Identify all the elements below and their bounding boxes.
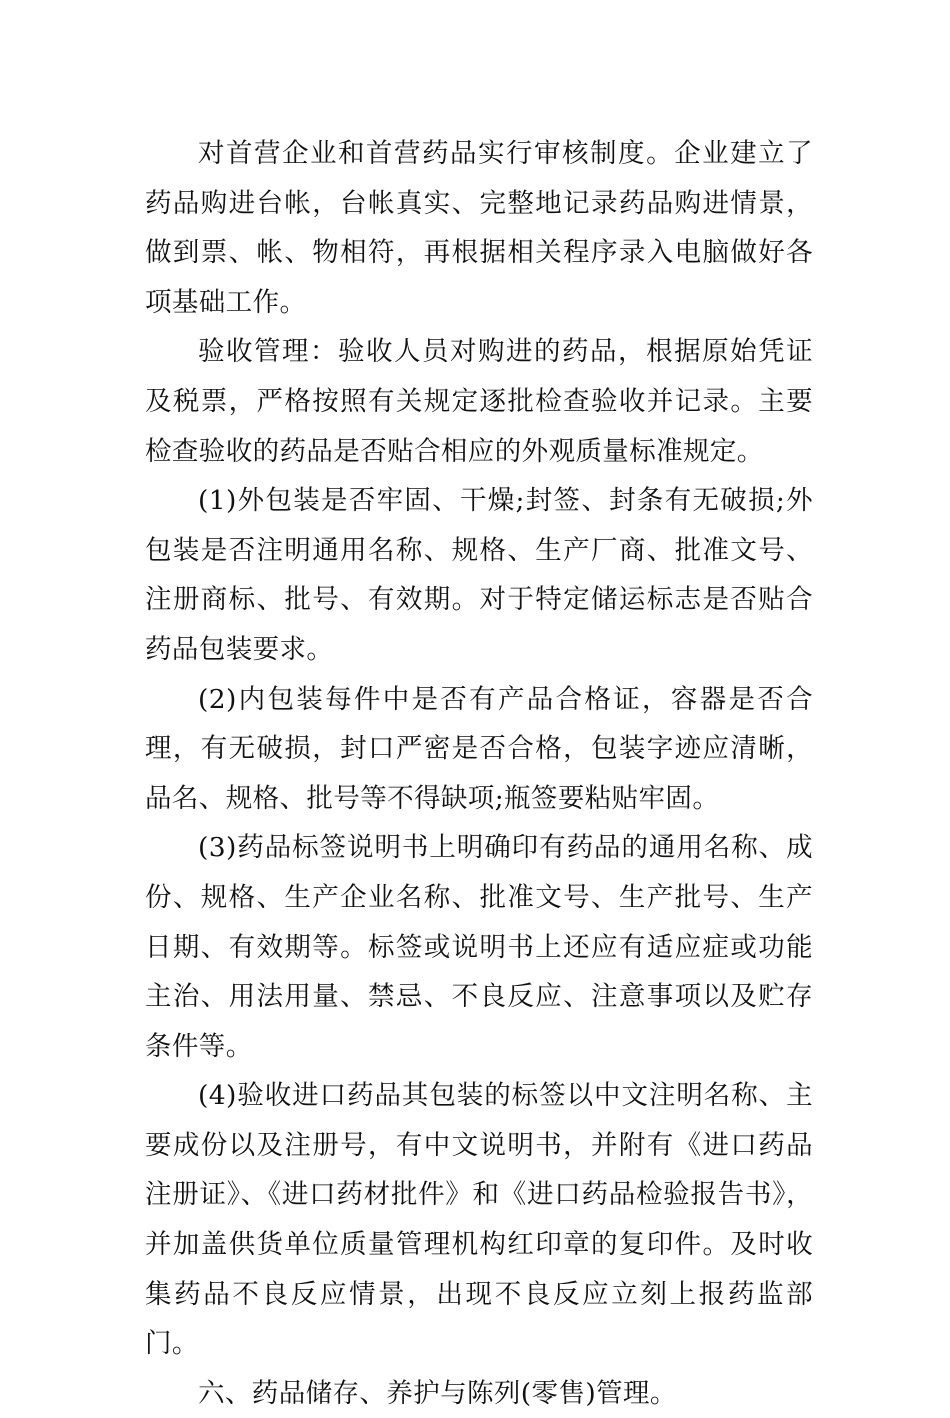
paragraph-imported-drugs: (4)验收进口药品其包装的标签以中文注明名称、主要成份以及注册号，有中文说明书，并附有《进口药品注册证》、《进口药材批件》和《进口药品检验报告书》，并加盖供货单位质量管理机构红印章的复印件。及时收集药品不良反应情景，出现不良反应立刻上报药监部门。 [145, 1080, 813, 1360]
paragraph-first-vendor-review: 对首营企业和首营药品实行审核制度。企业建立了药品购进台帐，台帐真实、完整地记录药品购进情景，做到票、帐、物相符，再根据相关程序录入电脑做好各项基础工作。 [145, 138, 813, 318]
paragraph-outer-packaging: (1)外包装是否牢固、干燥;封签、封条有无破损;外包装是否注明通用名称、规格、生产厂商、批准文号、注册商标、批号、有效期。对于特定储运标志是否贴合药品包装要求。 [145, 485, 813, 665]
paragraph-inner-packaging: (2)内包装每件中是否有产品合格证，容器是否合理，有无破损，封口严密是否合格，包装字迹应清晰，品名、规格、批号等不得缺项;瓶签要粘贴牢固。 [145, 683, 813, 814]
paragraph-label-instructions: (3)药品标签说明书上明确印有药品的通用名称、成份、规格、生产企业名称、批准文号、生产批号、生产日期、有效期等。标签或说明书上还应有适应症或功能主治、用法用量、禁忌、不良反应、注意事项以及贮存条件等。 [145, 832, 813, 1062]
paragraph-acceptance-management: 验收管理：验收人员对购进的药品，根据原始凭证及税票，严格按照有关规定逐批检查验收并记录。主要检查验收的药品是否贴合相应的外观质量标准规定。 [145, 336, 813, 467]
section-heading-storage: 六、药品储存、养护与陈列(零售)管理。 [198, 1377, 677, 1409]
document-body [145, 129, 813, 1418]
